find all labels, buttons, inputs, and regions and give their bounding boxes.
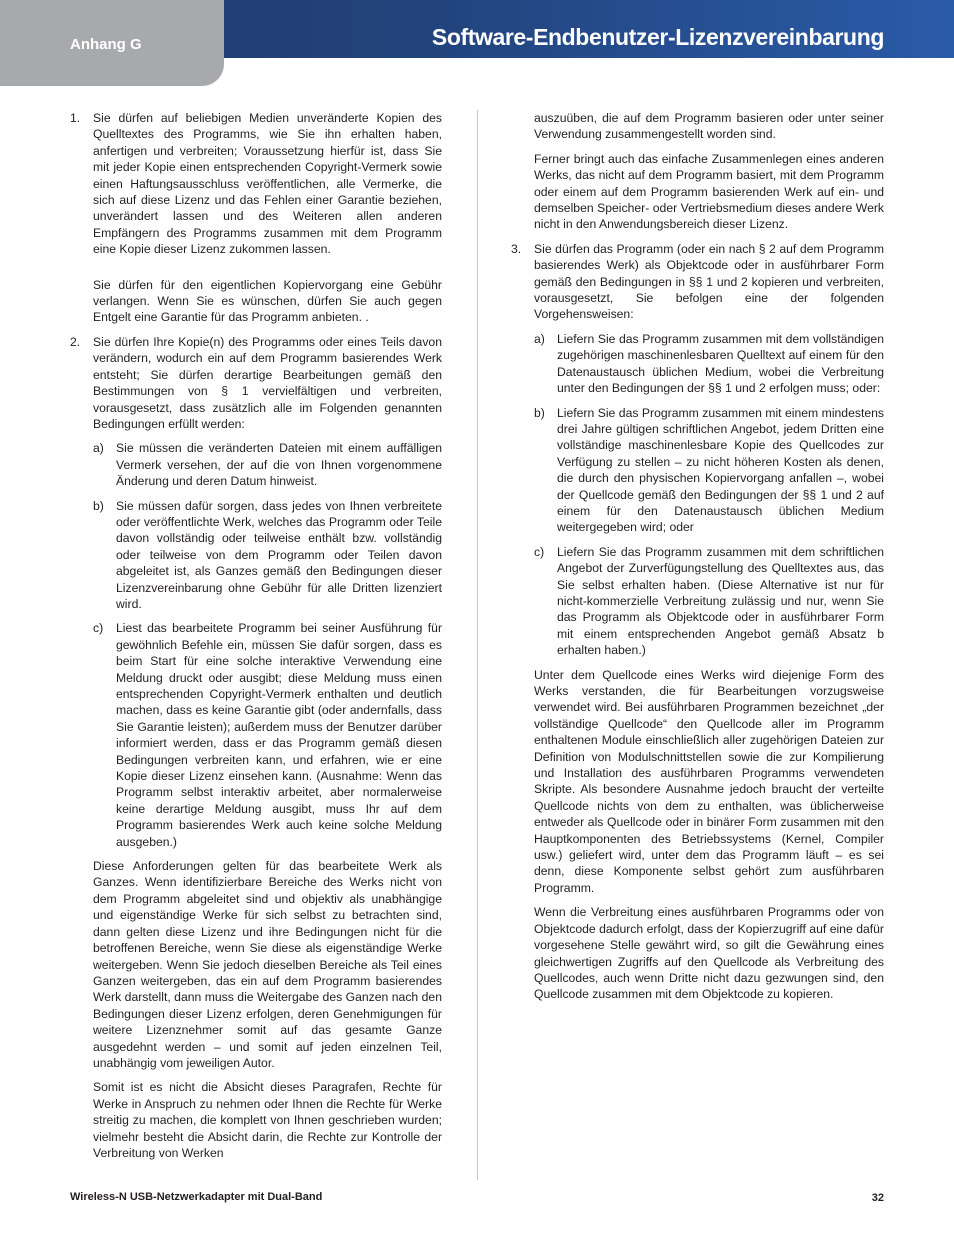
paragraph: Wenn die Verbreitung eines ausführbaren Programms oder von Objektcode dadurch erfolgt, dass der Kopierzugriff auf eine dafür vorgesehene Stelle gewährt wird, so gilt die Gewährung eines gleichwertigen Zugriffs auf den Quellcode als Verbreitung des Quellcodes, auch wenn Dritte nicht dazu gezwungen sind, den Quellcode zusammen mit dem Objektcode zu kopieren. bbox=[534, 905, 884, 1002]
paragraph: Unter dem Quellcode eines Werks wird diejenige Form des Werks verstanden, die für Bearbeitungen vorzugsweise verwendet wird. Bei ausführbaren Programmen bezeichnet „der vollständige Quellcode“ den Quellcode aller im Programm enthaltenen Module einschließlich aller zugehörigen Dateien zur Definition von Modulschnittstellen sowie die zur Kompilierung und Installation des ausführbaren Programms verwendeten Skripte. Als besondere Ausnahme jedoch braucht der verteilte Quellcode nichts von dem zu enthalten, was üblicherweise entweder als Quellcode oder in binärer Form zusammen mit den Hauptkomponenten des Betriebssystems (Kernel, Compiler usw.) geliefert wird, unter dem das Programm läuft – es sei denn, diese Komponente selbst gehört zum ausführbaren Programm. bbox=[534, 667, 884, 895]
list-item-1 bbox=[70, 110, 442, 326]
left-column bbox=[70, 110, 442, 1169]
sub-item-a bbox=[534, 331, 884, 397]
item-number: 1. bbox=[70, 111, 81, 125]
sub-item-b bbox=[534, 405, 884, 536]
list-item-2 bbox=[70, 334, 442, 1162]
sub-letter: a) bbox=[93, 441, 104, 456]
sub-item-a bbox=[93, 440, 442, 489]
sub-item-c bbox=[534, 544, 884, 659]
sub-item-c bbox=[93, 620, 442, 850]
paragraph: auszuüben, die auf dem Programm basieren oder unter seiner Verwendung zusammengestellt worden sind. bbox=[534, 111, 884, 142]
sub-item-b bbox=[93, 498, 442, 613]
paragraph: Sie dürfen auf beliebigen Medien unveränderte Kopien des Quelltextes des Programms, wie Sie ihn erhalten haben, anfertigen und verbreiten; Voraussetzung hierfür ist, dass Sie mit jeder Kopie einen entsprechenden Copyright-Vermerk sowie einen Haftungsausschluss veröffentlichen, alle Vermerke, die sich auf diese Lizenz und das Fehlen einer Garantie beziehen, unverändert lassen und des Weiteren allen anderen Empfängern des Programms zusammen mit dem Programm eine Kopie dieser Lizenz zukommen lassen. bbox=[93, 111, 442, 257]
sub-letter: a) bbox=[534, 331, 545, 346]
sub-letter: c) bbox=[93, 621, 104, 636]
sub-text: Liefern Sie das Programm zusammen mit dem schriftlichen Angebot der Zurverfügungstellung des Quelltextes aus, das Sie selbst erhalten haben. (Diese Alternative ist nur für nicht-kommerzielle Verbreitung zulässig und nur, wenn Sie das Programm als Objektcode oder in ausführbarer Form mit einem entsprechenden Angebot gemäß Absatz b erhalten haben.) bbox=[557, 544, 884, 658]
paragraph: Diese Anforderungen gelten für das bearbeitete Werk als Ganzes. Wenn identifizierbare Bereiche des Werks nicht von dem Programm abgeleitet sind und objektiv als unabhängige und eigenständige Werke für sich selbst zu betrachten sind, dann gelten diese Lizenz und ihre Bedingungen nicht für die betroffenen Bereiche, wenn Sie diese als eigenständige Werke weitergeben. Wenn Sie jedoch dieselben Bereiche als Teil eines Ganzen weitergeben, das ein auf dem Programm basierendes Werk darstellt, dann muss die Weitergabe des Ganzen nach den Bedingungen dieser Lizenz erfolgen, deren Genehmigungen für weitere Lizenznehmer somit auf das gesamte Ganze ausgedehnt werden – und somit auf jeden einzelnen Teil, unabhängig vom jeweiligen Autor. bbox=[93, 859, 442, 1070]
paragraph: Ferner bringt auch das einfache Zusammenlegen eines anderen Werks, das nicht auf dem Programm basiert, mit dem Programm oder einem auf dem Programm basierenden Werk auf ein- und demselben Speicher- oder Vertriebsmedium dieses andere Werk nicht in den Anwendungsbereich dieser Lizenz. bbox=[534, 151, 884, 232]
sub-text: Sie müssen dafür sorgen, dass jedes von Ihnen verbreitete oder veröffentlichte Werk, welches das Programm oder Teile davon vollständig oder teilweise enthält bzw. vollständig oder teilweise von dem Programm oder Teilen davon abgeleitet ist, als Ganzes gemäß den Bedingungen dieser Lizenzvereinbarung ohne Gebühr für alle Dritten lizenziert wird. bbox=[116, 498, 442, 611]
sub-text: Liefern Sie das Programm zusammen mit einem mindestens drei Jahre gültigen schriftlichen Angebot, jedem Dritten eine vollständige maschinenlesbare Kopie des Quellcodes zur Verfügung zu stellen – zu nicht höheren Kosten als denen, die durch den physischen Kopiervorgang anfallen –, wobei der Quellcode gemäß den Bedingungen der §§ 1 und 2 auf einem für den Datenaustausch üblichen Medium weitergegeben wird; oder bbox=[557, 405, 884, 535]
paragraph: Sie dürfen für den eigentlichen Kopiervorgang eine Gebühr verlangen. Wenn Sie es wünschen, dürfen Sie auch gegen Entgelt eine Garantie für das Programm anbieten. . bbox=[93, 277, 442, 325]
sub-text: Sie müssen die veränderten Dateien mit einem auffälligen Vermerk versehen, der auf die von Ihnen vorgenommene Änderung und deren Datum hinweist. bbox=[116, 441, 442, 489]
sub-text: Liest das bearbeitete Programm bei seiner Ausführung für gewöhnlich Befehle ein, müssen Sie dafür sorgen, dass es beim Start für eine solche interaktive Verwendung eine Meldung druckt oder ausgibt; diese Meldung muss einen entsprechenden Copyright-Vermerk enthalten und deutlich machen, dass es keine Garantie gibt (oder andernfalls, dass Sie Garantie leisten); außerdem muss der Benutzer darüber informiert werden, dass er das Programm gemäß diesen Bedingungen verbreiten kann, und erfahren, wie er eine Kopie dieser Lizenz einsehen kann. (Ausnahme: Wenn das Programm selbst interaktiv arbeitet, aber normalerweise keine derartige Meldung ausgibt, muss Ihr auf dem Programm basierendes Werk auch keine solche Meldung ausgeben.) bbox=[116, 621, 442, 849]
item-number: 2. bbox=[70, 334, 81, 349]
right-column bbox=[511, 110, 884, 1011]
item-number: 3. bbox=[511, 241, 522, 256]
appendix-tab bbox=[0, 0, 224, 86]
paragraph: Sie dürfen das Programm (oder ein nach § 2 auf dem Programm basierendes Werk) als Objektcode oder in ausführbarer Form gemäß den Bedingungen in §§ 1 und 2 kopieren und verbreiten, vorausgesetzt, Sie befolgen eine der folgenden Vorgehensweisen: bbox=[534, 241, 884, 322]
sub-text: Liefern Sie das Programm zusammen mit dem vollständigen zugehörigen maschinenlesbaren Quelltext auf einem für den Datenaustausch üblichen Medium, wobei die Verbreitung unter den Bedingungen der §§ 1 und 2 erfolgen muss; oder: bbox=[557, 331, 884, 396]
page-title: Software-Endbenutzer-Lizenzvereinbarung bbox=[431, 24, 884, 50]
page-number: 32 bbox=[871, 1192, 884, 1204]
paragraph: Sie dürfen Ihre Kopie(n) des Programms oder eines Teils davon verändern, wodurch ein auf dem Programm basierendes Werk entsteht; Sie dürfen derartige Bearbeitungen gemäß den Bestimmungen von § 1 vervielfältigen und verbreiten, vorausgesetzt, dass zusätzlich alle im Folgenden genannten Bedingungen erfüllt werden: bbox=[93, 334, 442, 431]
list-item-3 bbox=[511, 241, 884, 1003]
sub-letter: b) bbox=[534, 405, 545, 420]
sub-letter: b) bbox=[93, 498, 104, 513]
footer-product-name: Wireless-N USB-Netzwerkadapter mit Dual-Band bbox=[70, 1191, 323, 1203]
paragraph: Somit ist es nicht die Absicht dieses Paragrafen, Rechte für Werke in Anspruch zu nehmen oder Ihnen die Rechte für Werke streitig zu machen, die komplett von Ihnen geschrieben wurden; vielmehr besteht die Absicht darin, die Rechte zur Kontrolle der Verbreitung von Werken bbox=[93, 1080, 442, 1160]
appendix-label: Anhang G bbox=[70, 36, 142, 53]
sub-letter: c) bbox=[534, 544, 545, 559]
column-divider bbox=[477, 110, 478, 1180]
